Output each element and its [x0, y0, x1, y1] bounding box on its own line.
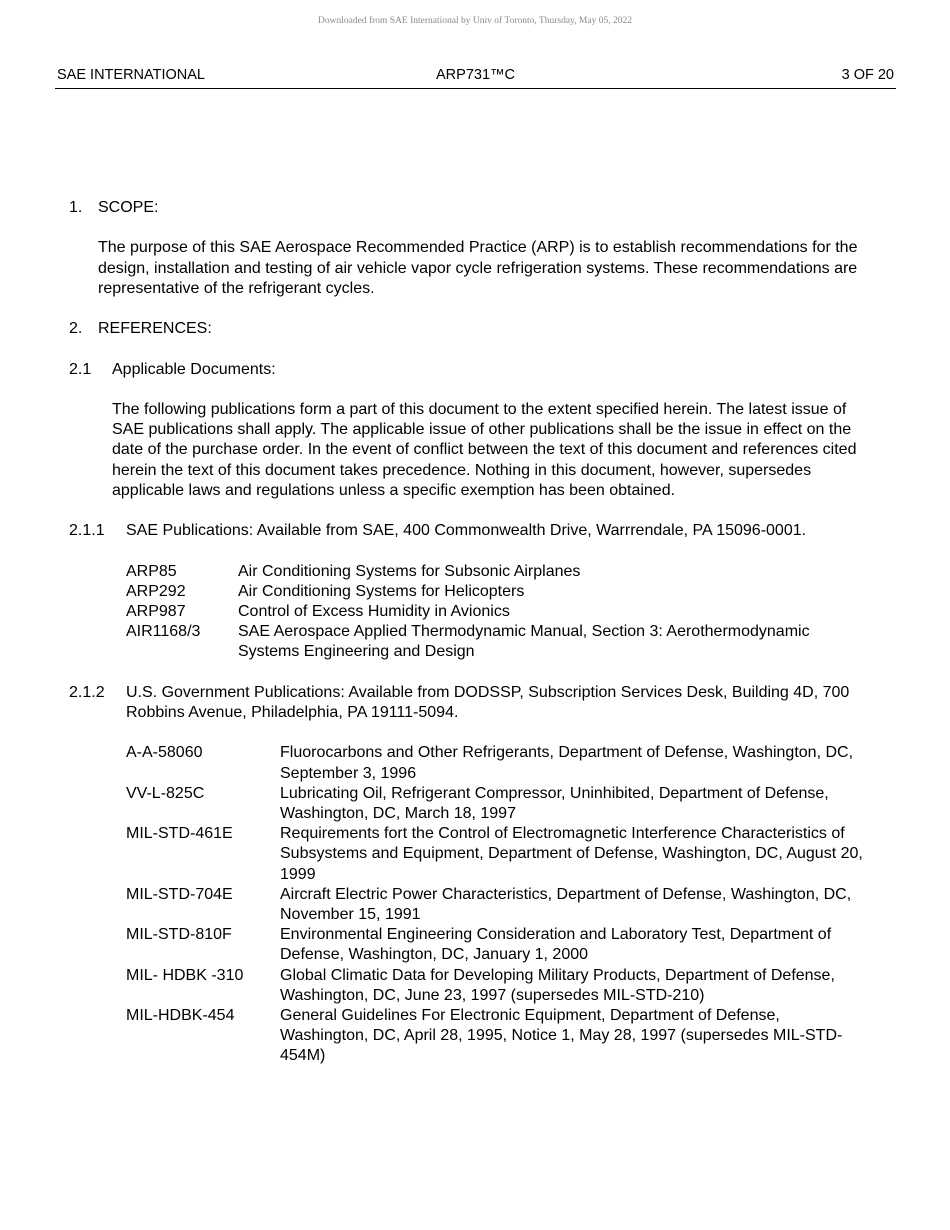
reference-code: MIL-STD-461E — [126, 825, 233, 843]
document-body — [69, 198, 869, 1067]
reference-code: MIL-STD-704E — [126, 885, 233, 903]
section-title: Applicable Documents: — [112, 360, 276, 378]
sae-publications-list — [126, 562, 869, 663]
government-publications-list — [126, 743, 869, 1066]
list-item — [126, 824, 869, 885]
reference-description: SAE Aerospace Applied Thermodynamic Manual, Section 3: Aerothermodynamic Systems Engineering and Design — [238, 623, 810, 661]
reference-description: General Guidelines For Electronic Equipment, Department of Defense, Washington, DC, April 28, 1995, Notice 1, May 28, 1997 (supersedes MIL-STD-454M) — [280, 1007, 843, 1065]
reference-code: AIR1168/3 — [126, 623, 201, 641]
reference-code: ARP292 — [126, 582, 186, 600]
page-header — [55, 66, 896, 89]
list-item — [126, 784, 869, 824]
section-title: SAE Publications: Available from SAE, 400 Commonwealth Drive, Warrrendale, PA 15096-0001. — [126, 522, 807, 540]
reference-code: MIL-STD-810F — [126, 926, 232, 944]
reference-description: Air Conditioning Systems for Subsonic Airplanes — [238, 562, 581, 580]
section-number: 2. — [69, 320, 83, 338]
reference-description: Requirements fort the Control of Electromagnetic Interference Characteristics of Subsystems and Equipment, Department of Defense, Washington, DC, August 20, 1999 — [280, 825, 863, 883]
section-number: 2.1 — [69, 360, 92, 378]
header-document-id: ARP731™C — [436, 67, 515, 83]
reference-description: Environmental Engineering Consideration and Laboratory Test, Department of Defense, Washington, DC, January 1, 2000 — [280, 926, 832, 964]
reference-code: VV-L-825C — [126, 784, 205, 802]
list-item — [126, 885, 869, 925]
list-item — [126, 602, 869, 622]
list-item — [126, 925, 869, 965]
section-sae-publications-heading — [69, 521, 869, 541]
reference-description: Lubricating Oil, Refrigerant Compressor, Uninhibited, Department of Defense, Washington, DC, March 18, 1997 — [280, 784, 829, 822]
header-page-number: 3 OF 20 — [841, 67, 894, 83]
section-government-publications-heading — [69, 683, 869, 723]
reference-description: Aircraft Electric Power Characteristics, Department of Defense, Washington, DC, November 15, 1991 — [280, 885, 852, 923]
reference-code: A-A-58060 — [126, 744, 203, 762]
header-organization: SAE INTERNATIONAL — [57, 67, 205, 83]
reference-code: ARP987 — [126, 602, 186, 620]
applicable-paragraph: The following publications form a part of this document to the extent specified herein. The latest issue of SAE publications shall apply. The applicable issue of other publications shall be the issue in effect on the date of the purchase order. In the event of conflict between the text of this document and references cited herein the text of this document takes precedence. Nothing in this document, however, supersedes applicable laws and regulations unless a specific exemption has been obtained. — [112, 400, 857, 499]
list-item — [126, 1006, 869, 1067]
section-number: 2.1.2 — [69, 683, 105, 701]
list-item — [126, 966, 869, 1006]
scope-paragraph: The purpose of this SAE Aerospace Recommended Practice (ARP) is to establish recommendations for the design, installation and testing of air vehicle vapor cycle refrigeration systems. These recommendations are representative of the refrigerant cycles. — [98, 239, 858, 297]
reference-code: ARP85 — [126, 562, 177, 580]
reference-code: MIL- HDBK -310 — [126, 966, 244, 984]
section-applicable-heading — [69, 360, 869, 380]
list-item — [126, 743, 869, 783]
section-references-heading — [69, 319, 869, 339]
reference-code: MIL-HDBK-454 — [126, 1007, 235, 1024]
reference-description: Global Climatic Data for Developing Military Products, Department of Defense, Washington, DC, June 23, 1997 (supersedes MIL-STD-210) — [280, 966, 835, 1004]
section-scope-heading — [69, 198, 869, 218]
list-item — [126, 562, 869, 582]
reference-description: Fluorocarbons and Other Refrigerants, Department of Defense, Washington, DC, September 3, 1996 — [280, 744, 854, 782]
reference-description: Air Conditioning Systems for Helicopters — [238, 582, 525, 600]
section-title: U.S. Government Publications: Available from DODSSP, Subscription Services Desk, Building 4D, 700 Robbins Avenue, Philadelphia, PA 19111-5094. — [126, 683, 850, 721]
section-title: REFERENCES: — [98, 320, 212, 338]
list-item — [126, 582, 869, 602]
list-item — [126, 622, 869, 662]
section-number: 1. — [69, 199, 83, 216]
section-title: SCOPE: — [98, 199, 159, 216]
reference-description: Control of Excess Humidity in Avionics — [238, 602, 510, 620]
download-watermark: Downloaded from SAE International by Univ of Toronto, Thursday, May 05, 2022 — [318, 16, 632, 26]
section-number: 2.1.1 — [69, 522, 105, 540]
